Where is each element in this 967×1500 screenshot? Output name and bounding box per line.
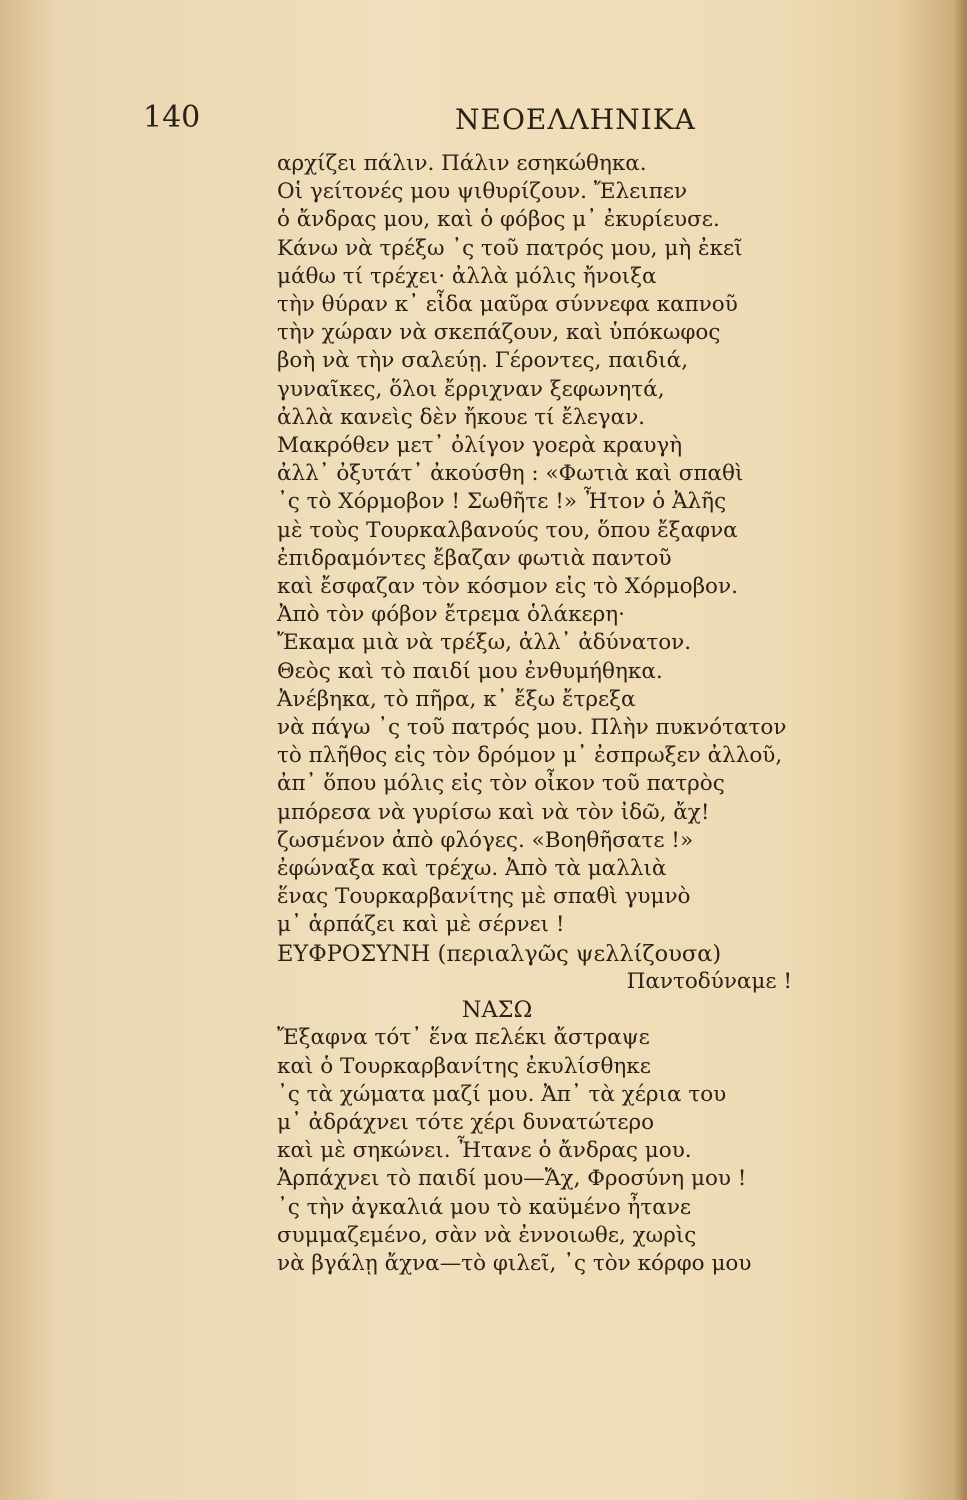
text-line: μάθω τί τρέχει· ἀλλὰ μόλις ἤνοιξα	[277, 263, 657, 289]
text-line: καὶ ἔσφαζαν τὸν κόσμον εἰς τὸ Χόρμοβον.	[277, 574, 738, 600]
running-title: ΝΕΟΕΛΛΗΝΙΚΑ	[455, 103, 696, 136]
text-line: αρχίζει πάλιν. Πάλιν εσηκώθηκα.	[277, 151, 647, 176]
text-line: τὴν χώραν νὰ σκεπάζουν, καὶ ὑπόκωφος	[277, 320, 721, 346]
text-line: τὴν θύραν κ᾽ εἶδα μαῦρα σύννεφα καπνοῦ	[277, 292, 738, 318]
text-line: τὸ πλῆθος εἰς τὸν δρόμον μ᾽ ἐσπρωξεν ἀλλοῦ,	[277, 743, 783, 769]
text-line: καὶ ὁ Τουρκαρβανίτης ἐκυλίσθηκε	[277, 1053, 651, 1079]
text-line: καὶ μὲ σηκώνει. Ἦτανε ὁ ἄνδρας μου.	[277, 1138, 692, 1164]
text-line: μπόρεσα νὰ γυρίσω καὶ νὰ τὸν ἰδῶ, ἄχ!	[277, 799, 710, 825]
page-number: 140	[143, 100, 201, 135]
speaker-name: ΕΥΦΡΟΣΥΝΗ	[277, 940, 431, 967]
text-line: Ἀπὸ τὸν φόβον ἔτρεμα ὁλάκερη·	[277, 602, 626, 628]
text-line: Μακρόθεν μετ᾽ ὀλίγον γοερὰ κραυγὴ	[277, 433, 683, 459]
text-line: ἀλλὰ κανεὶς δὲν ἤκουε τί ἔλεγαν.	[277, 404, 646, 430]
text-line: ᾽ς τὴν ἀγκαλιά μου τὸ καϋμένο ἦτανε	[277, 1194, 692, 1220]
text-line: ἀλλ᾽ ὀξυτάτ᾽ ἀκούσθη : «Φωτιὰ καὶ σπαθὶ	[277, 461, 744, 487]
text-line: μ᾽ ἀδράχνει τότε χέρι δυνατώτερο	[277, 1109, 655, 1135]
speaker-line	[277, 940, 837, 968]
text-line: ἀπ᾽ ὅπου μόλις εἰς τὸν οἶκον τοῦ πατρὸς	[277, 771, 725, 797]
text-line: ἕνας Τουρκαρβανίτης μὲ σπαθὶ γυμνὸ	[277, 884, 691, 910]
text-line: ζωσμένον ἀπὸ φλόγες. «Βοηθῆσατε !»	[277, 827, 694, 853]
text-line: ἐπιδραμόντες ἔβαζαν φωτιὰ παντοῦ	[277, 545, 672, 571]
text-line: ᾽ς τὸ Χόρμοβον ! Σωθῆτε !» Ἦτον ὁ Ἀλῆς	[277, 489, 727, 515]
text-line: Ἀνέβηκα, τὸ πῆρα, κ᾽ ἔξω ἔτρεξα	[277, 686, 636, 712]
text-line: Ἀρπάχνει τὸ παιδί μου—Ἄχ, Φροσύνη μου !	[277, 1166, 747, 1192]
text-line: μὲ τοὺς Τουρκαλβανούς του, ὅπου ἔξαφνα	[277, 517, 738, 543]
text-line: μ᾽ ἁρπάζει καὶ μὲ σέρνει !	[277, 912, 565, 938]
stage-direction: (περιαλγῶς ψελλίζουσα)	[437, 940, 722, 967]
text-line: Ἔκαμα μιὰ νὰ τρέξω, ἀλλ᾽ ἀδύνατον.	[277, 630, 692, 656]
next-speaker-name: ΝΑΣΩ	[461, 997, 533, 1024]
text-line: γυναῖκες, ὅλοι ἔρριχναν ξεφωνητά,	[277, 376, 665, 402]
text-line: συμμαζεμένο, σὰν νὰ ἐννοιωθε, χωρὶς	[277, 1222, 697, 1248]
text-line: νὰ βγάλῃ ἄχνα—τὸ φιλεῖ, ᾽ς τὸν κόρφο μου	[277, 1250, 752, 1276]
poem-text-block	[277, 150, 837, 1278]
text-line: Οἱ γείτονές μου ψιθυρίζουν. Ἔλειπεν	[277, 179, 688, 205]
text-line: βοὴ νὰ τὴν σαλεύῃ. Γέροντες, παιδιά,	[277, 348, 689, 374]
page-edge-shadow	[953, 0, 967, 1500]
speaker-utterance: Παντοδύναμε !	[626, 968, 792, 994]
text-line: Θεὸς καὶ τὸ παιδί μου ἐνθυμήθηκα.	[277, 658, 663, 684]
text-line: Ἔξαφνα τότ᾽ ἕνα πελέκι ἄστραψε	[277, 1025, 650, 1051]
text-line: ὁ ἄνδρας μου, καὶ ὁ φόβος μ᾽ ἐκυρίευσε.	[277, 207, 720, 233]
text-line: Κάνω νὰ τρέξω ᾽ς τοῦ πατρός μου, μὴ ἐκεῖ	[277, 235, 743, 261]
text-line: ἐφώναξα καὶ τρέχω. Ἀπὸ τὰ μαλλιὰ	[277, 856, 667, 882]
text-line: ᾽ς τὰ χώματα μαζί μου. Ἀπ᾽ τὰ χέρια του	[277, 1081, 727, 1107]
text-line: νὰ πάγω ᾽ς τοῦ πατρός μου. Πλὴν πυκνότατον	[277, 715, 787, 741]
